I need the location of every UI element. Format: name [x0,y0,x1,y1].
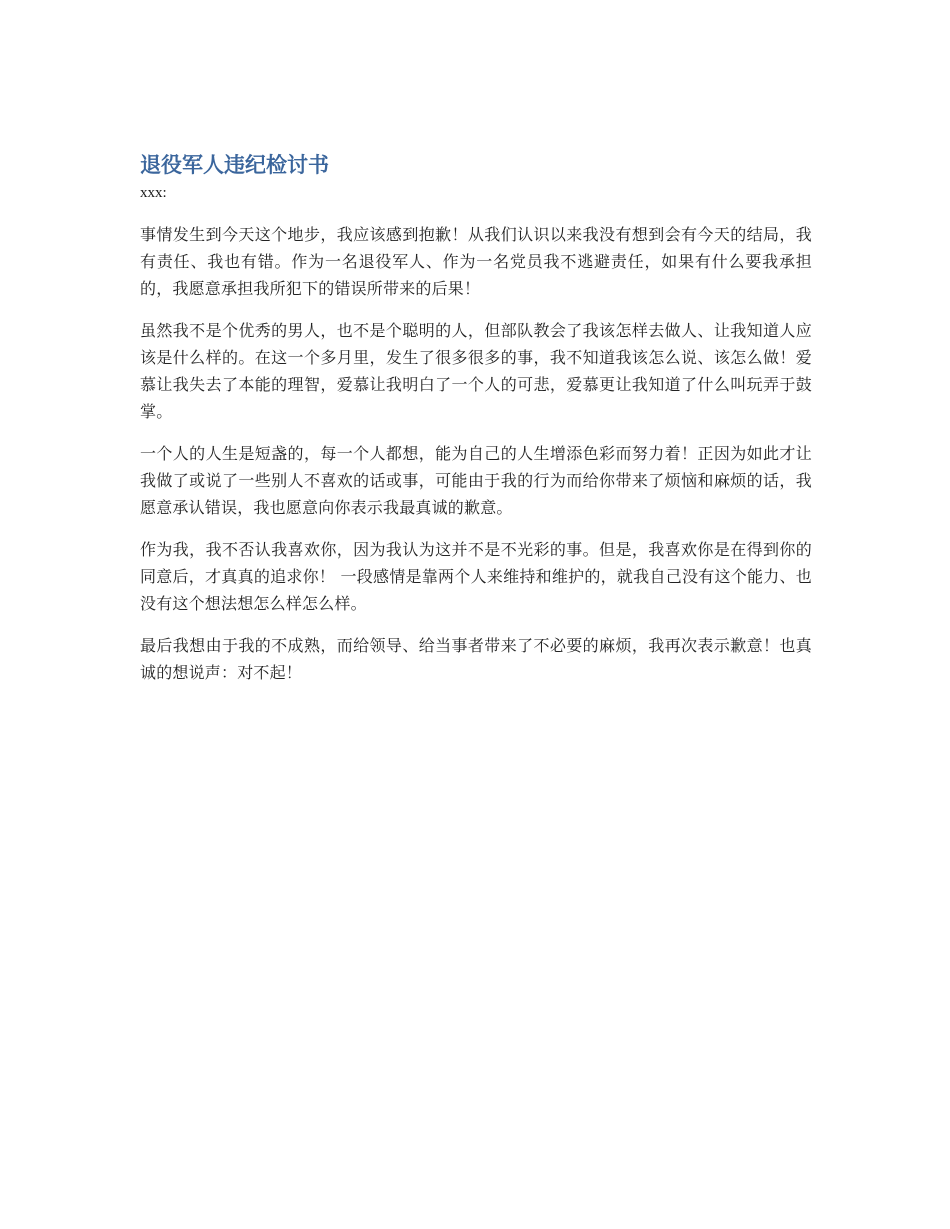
paragraph-1: 事情发生到今天这个地步，我应该感到抱歉！从我们认识以来我没有想到会有今天的结局，我有责任、我也有错。作为一名退役军人、作为一名党员我不逃避责任，如果有什么要我承担的，我愿意承担我所犯下的错误所带来的后果！ [140,225,812,298]
paragraph-5: 最后我想由于我的不成熟，而给领导、给当事者带来了不必要的麻烦，我再次表示歉意！也真诚的想说声：对不起！ [140,636,812,682]
paragraph-4: 作为我，我不否认我喜欢你，因为我认为这并不是不光彩的事。但是，我喜欢你是在得到你的同意后，才真真的追求你！ 一段感情是靠两个人来维持和维护的，就我自己没有这个能力、也没有这个想法想怎么样怎么样。 [140,540,812,613]
salutation: xxx: [140,185,167,201]
document-body [140,150,812,686]
document-title: 退役军人违纪检讨书 [140,153,329,177]
paragraph-2: 虽然我不是个优秀的男人，也不是个聪明的人，但部队教会了我该怎样去做人、让我知道人应该是什么样的。在这一个多月里，发生了很多很多的事，我不知道我该怎么说、该怎么做！爱慕让我失去了本能的理智，爱慕让我明白了一个人的可悲，爱慕更让我知道了什么叫玩弄于鼓掌。 [140,321,812,421]
paragraph-3: 一个人的人生是短盏的，每一个人都想，能为自己的人生增添色彩而努力着！正因为如此才让我做了或说了一些别人不喜欢的话或事，可能由于我的行为而给你带来了烦恼和麻烦的话，我愿意承认错误，我也愿意向你表示我最真诚的歉意。 [140,444,812,517]
